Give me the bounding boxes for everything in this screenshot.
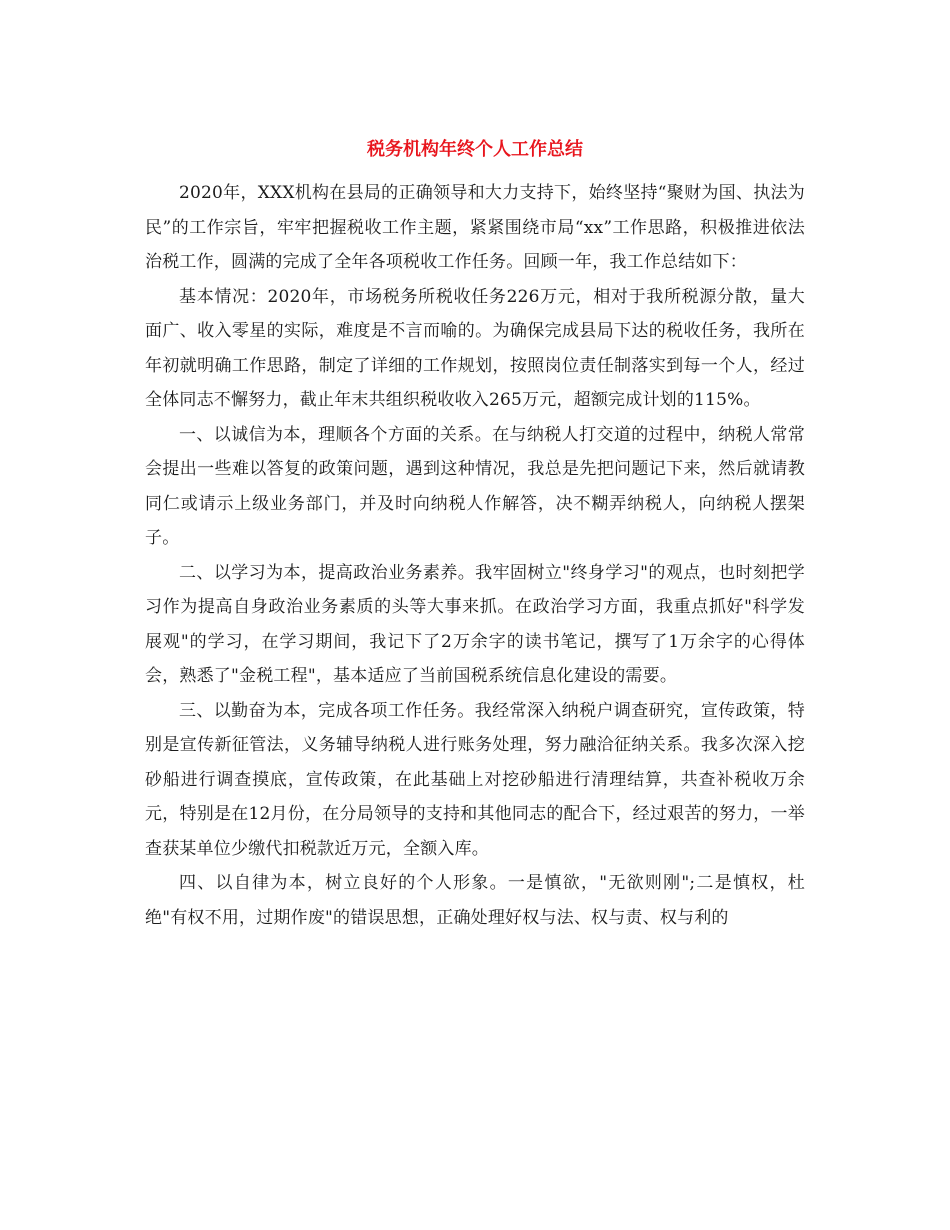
paragraph-intro: 2020年，XXX机构在县局的正确领导和大力支持下，始终坚持“聚财为国、执法为民”的工作宗旨，牢牢把握税收工作主题，紧紧围绕市局“xx”工作思路，积极推进依法治税工作，圆满的完成了全年各项税收工作任务。回顾一年，我工作总结如下：	[145, 183, 805, 272]
paragraph-learning: 二、以学习为本，提高政治业务素养。我牢固树立"终身学习"的观点，也时刻把学习作为提高自身政治业务素质的头等大事来抓。在政治学习方面，我重点抓好"科学发展观"的学习，在学习期间，我记下了2万余字的读书笔记，撰写了1万余字的心得体会，熟悉了"金税工程"，基本适应了当前国税系统信息化建设的需要。	[145, 562, 805, 686]
document-body	[145, 176, 805, 935]
paragraph-diligence: 三、以勤奋为本，完成各项工作任务。我经常深入纳税户调查研究，宣传政策，特别是宣传新征管法，义务辅导纳税人进行账务处理，努力融洽征纳关系。我多次深入挖砂船进行调查摸底，宣传政策，在此基础上对挖砂船进行清理结算，共查补税收万余元，特别是在12月份，在分局领导的支持和其他同志的配合下，经过艰苦的努力，一举查获某单位少缴代扣税款近万元，全额入库。	[145, 700, 805, 859]
paragraph-self-discipline: 四、以自律为本，树立良好的个人形象。一是慎欲，"无欲则刚";二是慎权，杜绝"有权不用，过期作废"的错误思想，正确处理好权与法、权与责、权与利的	[145, 873, 805, 928]
document-title: 税务机构年终个人工作总结	[367, 139, 583, 160]
paragraph-integrity: 一、以诚信为本，理顺各个方面的关系。在与纳税人打交道的过程中，纳税人常常会提出一些难以答复的政策问题，遇到这种情况，我总是先把问题记下来，然后就请教同仁或请示上级业务部门，并及时向纳税人作解答，决不糊弄纳税人，向纳税人摆架子。	[145, 424, 805, 548]
paragraph-basic-situation: 基本情况：2020年，市场税务所税收任务226万元，相对于我所税源分散，量大面广、收入零星的实际，难度是不言而喻的。为确保完成县局下达的税收任务，我所在年初就明确工作思路，制定了详细的工作规划，按照岗位责任制落实到每一个人，经过全体同志不懈努力，截止年末共组织税收收入265万元，超额完成计划的115%。	[145, 286, 805, 410]
